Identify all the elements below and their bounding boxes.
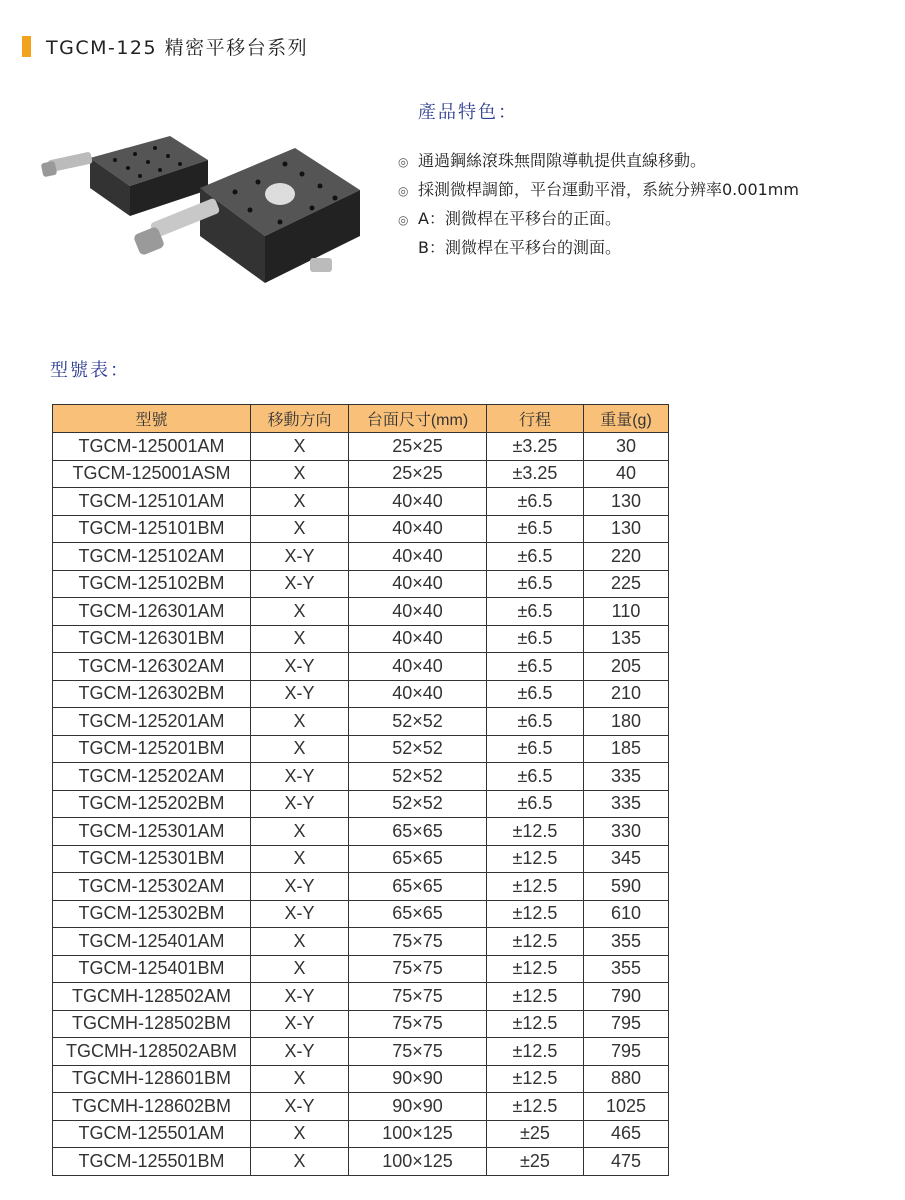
cell-travel: ±12.5 [487, 900, 584, 928]
cell-size: 25×25 [349, 460, 487, 488]
column-header-travel: 行程 [487, 405, 584, 433]
cell-travel: ±12.5 [487, 845, 584, 873]
cell-weight: 30 [584, 433, 669, 461]
cell-weight: 790 [584, 983, 669, 1011]
cell-model: TGCM-126302BM [53, 680, 251, 708]
cell-weight: 40 [584, 460, 669, 488]
cell-weight: 335 [584, 763, 669, 791]
table-row [53, 625, 669, 653]
cell-weight: 795 [584, 1038, 669, 1066]
cell-size: 90×90 [349, 1065, 487, 1093]
cell-size: 65×65 [349, 873, 487, 901]
cell-size: 75×75 [349, 983, 487, 1011]
cell-weight: 795 [584, 1010, 669, 1038]
cell-travel: ±12.5 [487, 983, 584, 1011]
cell-model: TGCM-125201AM [53, 708, 251, 736]
cell-direction: X [251, 708, 349, 736]
cell-weight: 590 [584, 873, 669, 901]
cell-travel: ±12.5 [487, 928, 584, 956]
cell-weight: 130 [584, 515, 669, 543]
cell-model: TGCM-125302AM [53, 873, 251, 901]
cell-travel: ±12.5 [487, 1093, 584, 1121]
table-row [53, 818, 669, 846]
cell-weight: 205 [584, 653, 669, 681]
cell-weight: 330 [584, 818, 669, 846]
cell-direction: X-Y [251, 1010, 349, 1038]
cell-direction: X [251, 1148, 349, 1176]
cell-size: 40×40 [349, 598, 487, 626]
cell-direction: X-Y [251, 1038, 349, 1066]
table-row [53, 735, 669, 763]
cell-travel: ±12.5 [487, 1010, 584, 1038]
cell-weight: 355 [584, 928, 669, 956]
table-row [53, 983, 669, 1011]
cell-model: TGCM-125001AM [53, 433, 251, 461]
cell-travel: ±6.5 [487, 763, 584, 791]
cell-weight: 220 [584, 543, 669, 571]
cell-travel: ±12.5 [487, 1065, 584, 1093]
table-row [53, 543, 669, 571]
cell-travel: ±12.5 [487, 873, 584, 901]
cell-direction: X [251, 818, 349, 846]
cell-model: TGCM-125501AM [53, 1120, 251, 1148]
feature-item: ◎ 通過鋼絲滾珠無間隙導軌提供直線移動。 [398, 146, 799, 175]
cell-size: 90×90 [349, 1093, 487, 1121]
cell-size: 65×65 [349, 900, 487, 928]
cell-travel: ±12.5 [487, 955, 584, 983]
cell-direction: X [251, 460, 349, 488]
cell-size: 75×75 [349, 1010, 487, 1038]
cell-direction: X [251, 1065, 349, 1093]
feature-item: B：測微桿在平移台的測面。 [418, 238, 621, 257]
cell-direction: X [251, 625, 349, 653]
cell-size: 75×75 [349, 1038, 487, 1066]
cell-direction: X [251, 1120, 349, 1148]
cell-size: 100×125 [349, 1120, 487, 1148]
cell-direction: X-Y [251, 653, 349, 681]
cell-size: 65×65 [349, 818, 487, 846]
table-row [53, 598, 669, 626]
cell-direction: X [251, 955, 349, 983]
table-row [53, 1038, 669, 1066]
cell-model: TGCMH-128502BM [53, 1010, 251, 1038]
cell-weight: 335 [584, 790, 669, 818]
cell-size: 52×52 [349, 763, 487, 791]
cell-travel: ±12.5 [487, 1038, 584, 1066]
table-row [53, 873, 669, 901]
cell-size: 40×40 [349, 680, 487, 708]
feature-item: ◎ 採測微桿調節，平台運動平滑，系統分辨率0.001mm [398, 175, 799, 204]
cell-size: 75×75 [349, 955, 487, 983]
table-row [53, 1148, 669, 1176]
cell-travel: ±6.5 [487, 680, 584, 708]
cell-weight: 130 [584, 488, 669, 516]
cell-model: TGCM-125101AM [53, 488, 251, 516]
cell-size: 65×65 [349, 845, 487, 873]
cell-weight: 135 [584, 625, 669, 653]
cell-size: 52×52 [349, 708, 487, 736]
small-stage-image [41, 136, 208, 216]
cell-model: TGCM-126301AM [53, 598, 251, 626]
cell-size: 40×40 [349, 570, 487, 598]
cell-model: TGCMH-128602BM [53, 1093, 251, 1121]
cell-weight: 475 [584, 1148, 669, 1176]
cell-weight: 210 [584, 680, 669, 708]
table-row [53, 1120, 669, 1148]
cell-travel: ±6.5 [487, 653, 584, 681]
column-header-direction: 移動方向 [251, 405, 349, 433]
cell-direction: X [251, 488, 349, 516]
cell-travel: ±6.5 [487, 598, 584, 626]
cell-size: 40×40 [349, 488, 487, 516]
features-heading: 產品特色： [418, 102, 518, 123]
cell-direction: X-Y [251, 873, 349, 901]
bullet-icon: ◎ [398, 213, 409, 227]
cell-travel: ±3.25 [487, 460, 584, 488]
cell-direction: X-Y [251, 1093, 349, 1121]
cell-direction: X-Y [251, 900, 349, 928]
cell-model: TGCM-125201BM [53, 735, 251, 763]
cell-direction: X [251, 735, 349, 763]
cell-size: 75×75 [349, 928, 487, 956]
cell-size: 52×52 [349, 735, 487, 763]
cell-travel: ±6.5 [487, 570, 584, 598]
cell-travel: ±6.5 [487, 543, 584, 571]
table-row [53, 460, 669, 488]
table-row [53, 790, 669, 818]
title-accent-bar [22, 36, 31, 57]
cell-model: TGCM-125001ASM [53, 460, 251, 488]
table-header-row [53, 405, 669, 433]
cell-travel: ±6.5 [487, 790, 584, 818]
cell-travel: ±6.5 [487, 515, 584, 543]
cell-travel: ±25 [487, 1148, 584, 1176]
cell-model: TGCM-125101BM [53, 515, 251, 543]
cell-model: TGCM-125501BM [53, 1148, 251, 1176]
cell-direction: X-Y [251, 680, 349, 708]
cell-size: 40×40 [349, 515, 487, 543]
cell-size: 40×40 [349, 543, 487, 571]
cell-direction: X-Y [251, 983, 349, 1011]
table-row [53, 845, 669, 873]
cell-weight: 1025 [584, 1093, 669, 1121]
cell-model: TGCM-125401AM [53, 928, 251, 956]
cell-weight: 345 [584, 845, 669, 873]
model-table [52, 404, 669, 1176]
features-list [398, 146, 799, 262]
table-row [53, 570, 669, 598]
table-row [53, 955, 669, 983]
cell-direction: X [251, 515, 349, 543]
cell-direction: X [251, 598, 349, 626]
cell-model: TGCMH-128502ABM [53, 1038, 251, 1066]
cell-size: 100×125 [349, 1148, 487, 1176]
table-row [53, 653, 669, 681]
cell-travel: ±6.5 [487, 625, 584, 653]
table-row [53, 488, 669, 516]
column-header-size: 台面尺寸(mm) [349, 405, 487, 433]
cell-direction: X-Y [251, 570, 349, 598]
bullet-icon: ◎ [398, 184, 409, 198]
feature-item: ◎ A：測微桿在平移台的正面。 [398, 204, 799, 233]
table-row [53, 1065, 669, 1093]
cell-weight: 110 [584, 598, 669, 626]
table-body [53, 433, 669, 1176]
cell-model: TGCM-125401BM [53, 955, 251, 983]
table-row [53, 900, 669, 928]
column-header-model: 型號 [53, 405, 251, 433]
model-table-heading: 型號表： [50, 360, 130, 381]
cell-direction: X [251, 928, 349, 956]
cell-weight: 355 [584, 955, 669, 983]
cell-model: TGCM-125301BM [53, 845, 251, 873]
cell-model: TGCM-125102BM [53, 570, 251, 598]
cell-weight: 185 [584, 735, 669, 763]
cell-weight: 180 [584, 708, 669, 736]
cell-model: TGCM-125202BM [53, 790, 251, 818]
cell-model: TGCMH-128601BM [53, 1065, 251, 1093]
cell-direction: X [251, 845, 349, 873]
cell-travel: ±12.5 [487, 818, 584, 846]
column-header-weight: 重量(g) [584, 405, 669, 433]
cell-weight: 880 [584, 1065, 669, 1093]
cell-direction: X-Y [251, 790, 349, 818]
cell-model: TGCM-125301AM [53, 818, 251, 846]
table-row [53, 1010, 669, 1038]
page-title: TGCM-125 精密平移台系列 [46, 37, 309, 59]
cell-weight: 610 [584, 900, 669, 928]
product-photo [40, 118, 400, 318]
table-row [53, 433, 669, 461]
cell-size: 25×25 [349, 433, 487, 461]
cell-model: TGCMH-128502AM [53, 983, 251, 1011]
cell-weight: 465 [584, 1120, 669, 1148]
table-row [53, 928, 669, 956]
bullet-icon: ◎ [398, 155, 409, 169]
cell-direction: X-Y [251, 763, 349, 791]
cell-travel: ±3.25 [487, 433, 584, 461]
cell-travel: ±6.5 [487, 488, 584, 516]
cell-model: TGCM-125302BM [53, 900, 251, 928]
cell-travel: ±25 [487, 1120, 584, 1148]
table-row [53, 680, 669, 708]
table-row [53, 1093, 669, 1121]
cell-model: TGCM-126301BM [53, 625, 251, 653]
cell-travel: ±6.5 [487, 735, 584, 763]
table-row [53, 763, 669, 791]
table-row [53, 708, 669, 736]
table-row [53, 515, 669, 543]
cell-direction: X-Y [251, 543, 349, 571]
cell-travel: ±6.5 [487, 708, 584, 736]
cell-size: 52×52 [349, 790, 487, 818]
cell-weight: 225 [584, 570, 669, 598]
cell-model: TGCM-125202AM [53, 763, 251, 791]
cell-model: TGCM-126302AM [53, 653, 251, 681]
cell-size: 40×40 [349, 653, 487, 681]
cell-size: 40×40 [349, 625, 487, 653]
cell-direction: X [251, 433, 349, 461]
cell-model: TGCM-125102AM [53, 543, 251, 571]
